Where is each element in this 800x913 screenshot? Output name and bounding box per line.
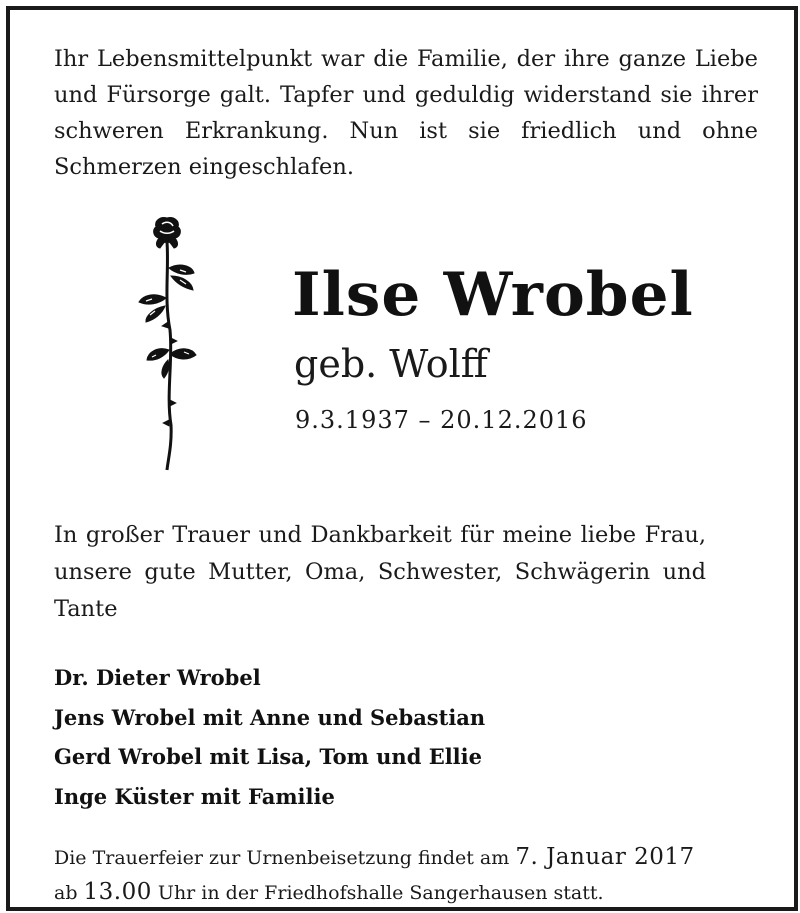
maiden-name: geb. Wolff [294, 342, 488, 386]
notice-text: ab [54, 882, 84, 904]
notice-text: Uhr in der Friedhofshalle Sangerhausen statt. [151, 882, 604, 904]
mourning-text: In großer Trauer und Dankbarkeit für meine liebe Frau, unsere gute Mutter, Oma, Schwester, Schwägerin und Tante [54, 522, 706, 622]
funeral-notice [54, 840, 714, 910]
signer: Dr. Dieter Wrobel [54, 665, 261, 690]
funeral-time: 13.00 [83, 879, 152, 905]
rose-icon [122, 210, 212, 472]
obituary-frame [6, 6, 798, 911]
signers-list [54, 658, 485, 816]
signer: Jens Wrobel mit Anne und Sebastian [54, 704, 486, 730]
deceased-name: Ilse Wrobel [292, 260, 694, 330]
intro-text: Ihr Lebensmittelpunkt war die Familie, der ihre ganze Liebe und Fürsorge galt. Tapfer und geduldig widerstand sie ihrer schweren Erkrankung. Nun ist sie friedlich und ohne Schmerzen eingeschlafen. [54, 46, 758, 180]
signer: Inge Küster mit Familie [54, 783, 335, 809]
signer: Gerd Wrobel mit Lisa, Tom und Ellie [54, 744, 482, 769]
life-dates: 9.3.1937 – 20.12.2016 [295, 406, 588, 434]
funeral-date: 7. Januar 2017 [515, 844, 695, 870]
notice-text: Die Trauerfeier zur Urnenbeisetzung findet am [54, 847, 516, 869]
